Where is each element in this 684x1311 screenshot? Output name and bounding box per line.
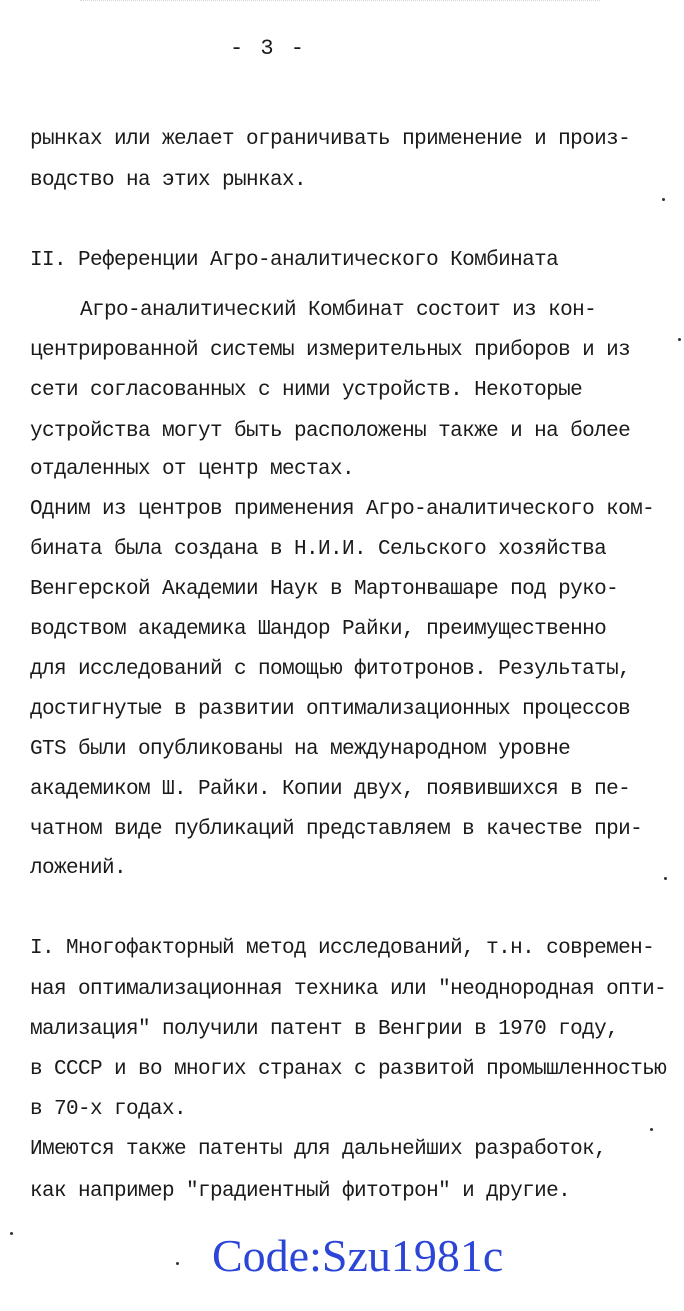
text-line: в СССР и во многих странах с развитой промышленностью — [30, 1058, 667, 1081]
text-line: Одним из центров применения Агро-аналитического ком- — [30, 498, 655, 521]
text-line: водство на этих рынках. — [30, 169, 307, 192]
text-line: GTS были опубликованы на международном уровне — [30, 738, 571, 761]
text-line: ная оптимализационная техника или "неоднородная опти- — [30, 978, 667, 1001]
text-line: устройства могут быть расположены также и на более — [30, 420, 631, 443]
text-line: водством академика Шандор Райки, преимущественно — [30, 618, 607, 641]
document-code: Code:Szu1981c — [212, 1230, 504, 1281]
scan-speck — [662, 198, 665, 201]
text-line: академиком Ш. Райки. Копии двух, появившихся в пе- — [30, 778, 631, 801]
text-line: Имеются также патенты для дальнейших разработок, — [30, 1138, 607, 1161]
text-line: достигнутые в развитии оптимализационных процессов — [30, 698, 631, 721]
text-line: I. Многофакторный метод исследований, т.н. современ- — [30, 937, 655, 960]
text-line: бината была создана в Н.И.И. Сельского хозяйства — [30, 538, 607, 561]
text-line: ложений. — [30, 857, 127, 880]
text-line: Венгерской Академии Наук в Мартонвашаре под руко- — [30, 578, 619, 601]
text-line: рынках или желает ограничивать применение и произ- — [30, 128, 631, 151]
text-line: сети согласованных с ними устройств. Некоторые — [30, 379, 583, 402]
text-line: центрированной системы измерительных приборов и из — [30, 339, 631, 362]
scan-speck — [650, 1128, 653, 1131]
scan-speck — [176, 1262, 179, 1265]
text-line: в 70-х годах. — [30, 1098, 187, 1121]
page-number: - 3 - — [230, 36, 307, 61]
text-line: как например "градиентный фитотрон" и другие. — [30, 1180, 571, 1203]
section-heading: II. Референции Агро-аналитического Комбината — [30, 249, 559, 272]
text-line: мализация" получили патент в Венгрии в 1970 году, — [30, 1018, 619, 1041]
text-line: Агро-аналитический Комбинат состоит из кон- — [80, 299, 597, 322]
scan-speck — [678, 338, 681, 341]
text-line: чатном виде публикаций представляем в качестве при- — [30, 818, 643, 841]
scan-speck — [664, 877, 667, 880]
scan-speck — [10, 1232, 13, 1235]
text-line: отдаленных от центр местах. — [30, 458, 355, 481]
text-line: для исследований с помощью фитотронов. Результаты, — [30, 658, 631, 681]
scan-artifact — [80, 0, 600, 9]
